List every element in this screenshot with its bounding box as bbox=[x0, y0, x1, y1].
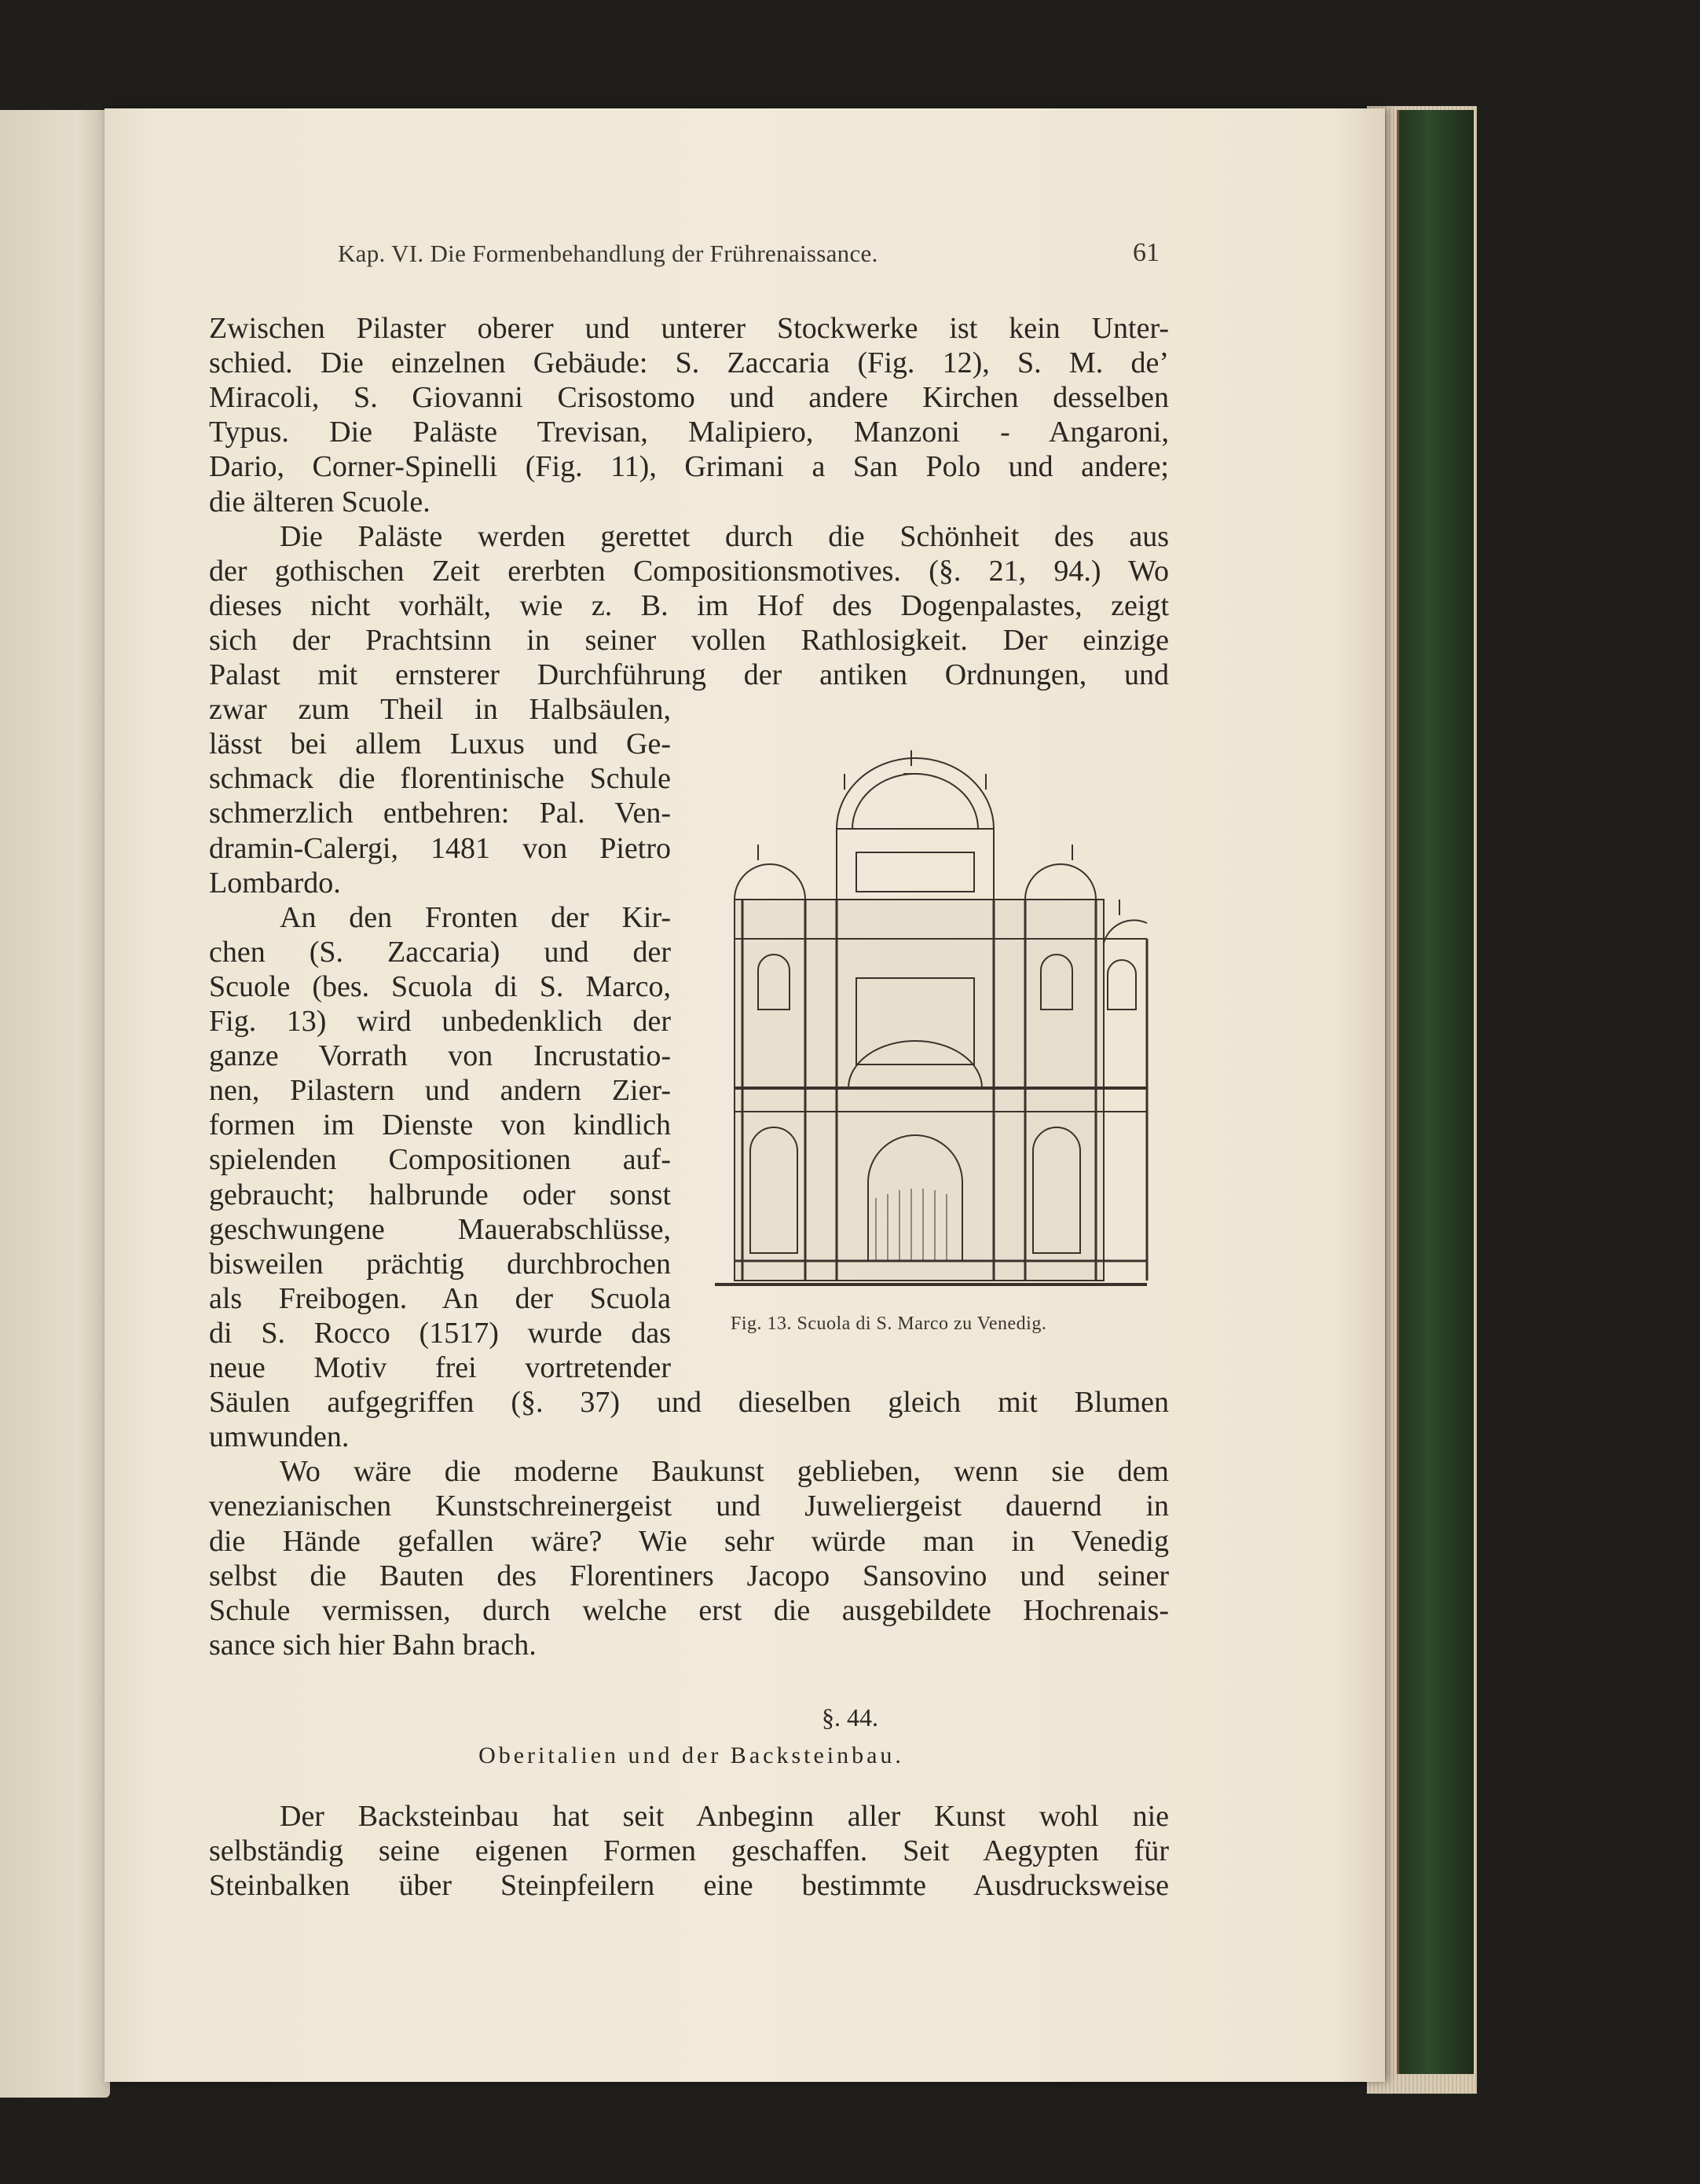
text-line: Typus. Die Paläste Trevisan, Malipiero, Manzoni - Angaroni, bbox=[209, 416, 1169, 449]
text-line: schmerzlich entbehren: Pal. Ven- bbox=[209, 797, 671, 830]
text-line: di S. Rocco (1517) wurde das bbox=[209, 1316, 671, 1350]
text-line: als Freibogen. An der Scuola bbox=[209, 1281, 671, 1315]
text-line: sance sich hier Bahn brach. bbox=[209, 1628, 537, 1662]
text-line: ganze Vorrath von Incrustatio- bbox=[209, 1039, 671, 1073]
page-number: 61 bbox=[1133, 238, 1160, 267]
text-line: schmack die florentinische Schule bbox=[209, 762, 671, 796]
text-line: die älteren Scuole. bbox=[209, 485, 430, 519]
text-line: selbständig seine eigenen Formen geschaffen. Seit Aegypten für bbox=[209, 1834, 1169, 1868]
text-line: Lombardo. bbox=[209, 866, 341, 900]
text-line: dramin-Calergi, 1481 von Pietro bbox=[209, 831, 671, 865]
text-line: sich der Prachtsinn in seiner vollen Rathlosigkeit. Der einzige bbox=[209, 623, 1169, 657]
text-line: geschwungene Mauerabschlüsse, bbox=[209, 1212, 671, 1246]
text-line: der gothischen Zeit ererbten Compositionsmotives. (§. 21, 94.) Wo bbox=[209, 554, 1169, 588]
text-line: schied. Die einzelnen Gebäude: S. Zaccaria (Fig. 12), S. M. de’ bbox=[209, 346, 1169, 380]
text-line: formen im Dienste von kindlich bbox=[209, 1108, 671, 1142]
figure-caption: Fig. 13. Scuola di S. Marco zu Venedig. bbox=[731, 1314, 1047, 1334]
text-line: Fig. 13) wird unbedenklich der bbox=[209, 1005, 671, 1038]
text-line: Schule vermissen, durch welche erst die ausgebildete Hochrenais- bbox=[209, 1593, 1169, 1627]
book-cover-binding bbox=[1397, 110, 1474, 2074]
text-line: bisweilen prächtig durchbrochen bbox=[209, 1247, 671, 1281]
text-line: lässt bei allem Luxus und Ge- bbox=[209, 727, 671, 761]
text-line: Wo wäre die moderne Baukunst geblieben, wenn sie dem bbox=[280, 1455, 1169, 1489]
text-line: Steinbalken über Steinpfeilern eine bestimmte Ausdrucksweise bbox=[209, 1869, 1169, 1903]
text-line: Scuole (bes. Scuola di S. Marco, bbox=[209, 969, 671, 1003]
text-line: neue Motiv frei vortretender bbox=[209, 1351, 671, 1384]
text-line: selbst die Bauten des Florentiners Jacopo Sansovino und seiner bbox=[209, 1559, 1169, 1592]
text-line: Palast mit ernsterer Durchführung der antiken Ordnungen, und bbox=[209, 658, 1169, 691]
text-line: Zwischen Pilaster oberer und unterer Stockwerke ist kein Unter- bbox=[209, 312, 1169, 345]
text-line: Miracoli, S. Giovanni Crisostomo und andere Kirchen desselben bbox=[209, 381, 1169, 415]
text-line: nen, Pilastern und andern Zier- bbox=[209, 1074, 671, 1108]
text-line: Säulen aufgegriffen (§. 37) und dieselben gleich mit Blumen bbox=[209, 1386, 1169, 1420]
facing-left-page bbox=[0, 110, 110, 2098]
text-line: venezianischen Kunstschreinergeist und Juweliergeist dauernd in bbox=[209, 1490, 1169, 1523]
text-line: dieses nicht vorhält, wie z. B. im Hof des Dogenpalastes, zeigt bbox=[209, 588, 1169, 622]
figure-scuola-di-san-marco-engraving bbox=[711, 742, 1151, 1292]
section-heading: Oberitalien und der Backsteinbau. bbox=[478, 1742, 904, 1768]
text-line: Dario, Corner-Spinelli (Fig. 11), Grimani a San Polo und andere; bbox=[209, 450, 1169, 484]
text-line: gebraucht; halbrunde oder sonst bbox=[209, 1178, 671, 1211]
text-line: Der Backsteinbau hat seit Anbeginn aller Kunst wohl nie bbox=[280, 1800, 1169, 1833]
text-line: An den Fronten der Kir- bbox=[280, 900, 671, 934]
running-header: Kap. VI. Die Formenbehandlung der Frührenaissance. bbox=[338, 240, 878, 267]
text-line: zwar zum Theil in Halbsäulen, bbox=[209, 693, 671, 727]
section-number: §. 44. bbox=[822, 1703, 878, 1731]
text-line: chen (S. Zaccaria) und der bbox=[209, 935, 671, 969]
text-line: Die Paläste werden gerettet durch die Schönheit des aus bbox=[280, 519, 1169, 553]
text-line: spielenden Compositionen auf- bbox=[209, 1143, 671, 1177]
text-line: umwunden. bbox=[209, 1420, 350, 1454]
text-line: die Hände gefallen wäre? Wie sehr würde man in Venedig bbox=[209, 1524, 1169, 1558]
